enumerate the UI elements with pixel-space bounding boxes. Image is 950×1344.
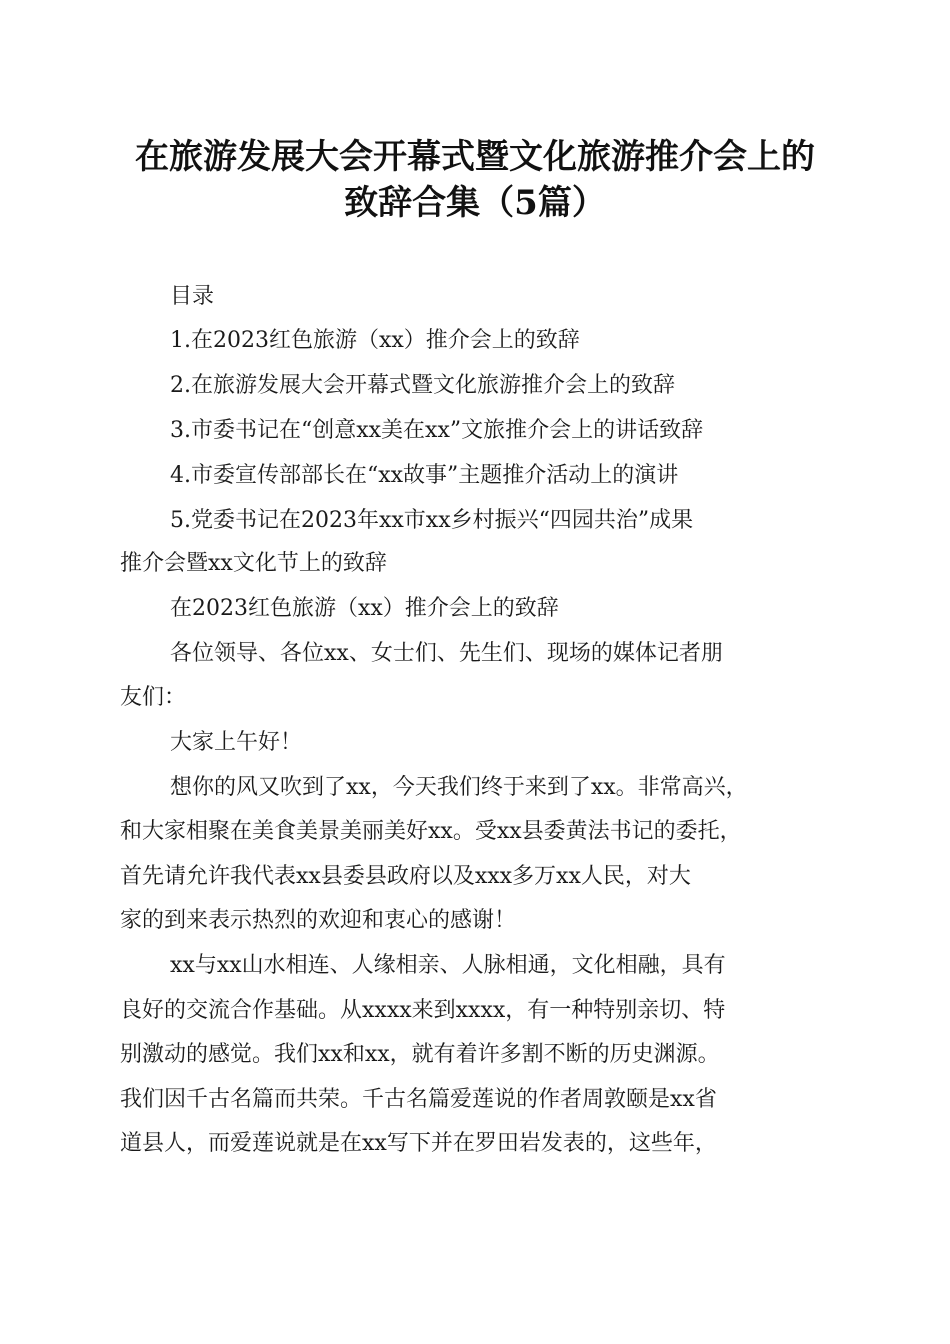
paragraph-line: 我们因千古名篇而共荣。千古名篇爱莲说的作者周敦颐是xx省	[120, 1087, 717, 1112]
paragraph-line: 友们：	[120, 685, 187, 710]
paragraph-line: 道县人，而爱莲说就是在xx写下并在罗田岩发表的，这些年，	[120, 1131, 717, 1156]
paragraph-line: 和大家相聚在美食美景美丽美好xx。受xx县委黄法书记的委托，	[120, 819, 742, 844]
paragraph-line: 家的到来表示热烈的欢迎和衷心的感谢！	[120, 908, 517, 933]
toc-item-1: 1.在2023红色旅游（xx）推介会上的致辞	[170, 328, 580, 353]
paragraph-line: 别激动的感觉。我们xx和xx，就有着许多割不断的历史渊源。	[120, 1042, 720, 1067]
toc-item-5: 5.党委书记在2023年xx市xx乡村振兴“四园共治”成果	[170, 508, 694, 533]
toc-item-4: 4.市委宣传部部长在“xx故事”主题推介活动上的演讲	[170, 463, 679, 488]
toc-item-5-continued: 推介会暨xx文化节上的致辞	[120, 551, 387, 576]
document-title-line-1: 在旅游发展大会开幕式暨文化旅游推介会上的	[135, 137, 815, 177]
paragraph-line: 首先请允许我代表xx县委县政府以及xxx多万xx人民，对大	[120, 864, 691, 889]
paragraph-line: 大家上午好！	[170, 730, 303, 755]
document-title-line-2: 致辞合集（5篇）	[344, 183, 606, 223]
section-title: 在2023红色旅游（xx）推介会上的致辞	[170, 596, 559, 621]
toc-heading: 目录	[170, 284, 215, 309]
paragraph-line: 各位领导、各位xx、女士们、先生们、现场的媒体记者朋	[170, 641, 723, 666]
toc-item-3: 3.市委书记在“创意xx美在xx”文旅推介会上的讲话致辞	[170, 418, 704, 443]
paragraph-line: xx与xx山水相连、人缘相亲、人脉相通，文化相融，具有	[170, 953, 726, 978]
paragraph-line: 想你的风又吹到了xx，今天我们终于来到了xx。非常高兴，	[170, 775, 748, 800]
paragraph-line: 良好的交流合作基础。从xxxx来到xxxx，有一种特别亲切、特	[120, 998, 726, 1023]
toc-item-2: 2.在旅游发展大会开幕式暨文化旅游推介会上的致辞	[170, 373, 675, 398]
